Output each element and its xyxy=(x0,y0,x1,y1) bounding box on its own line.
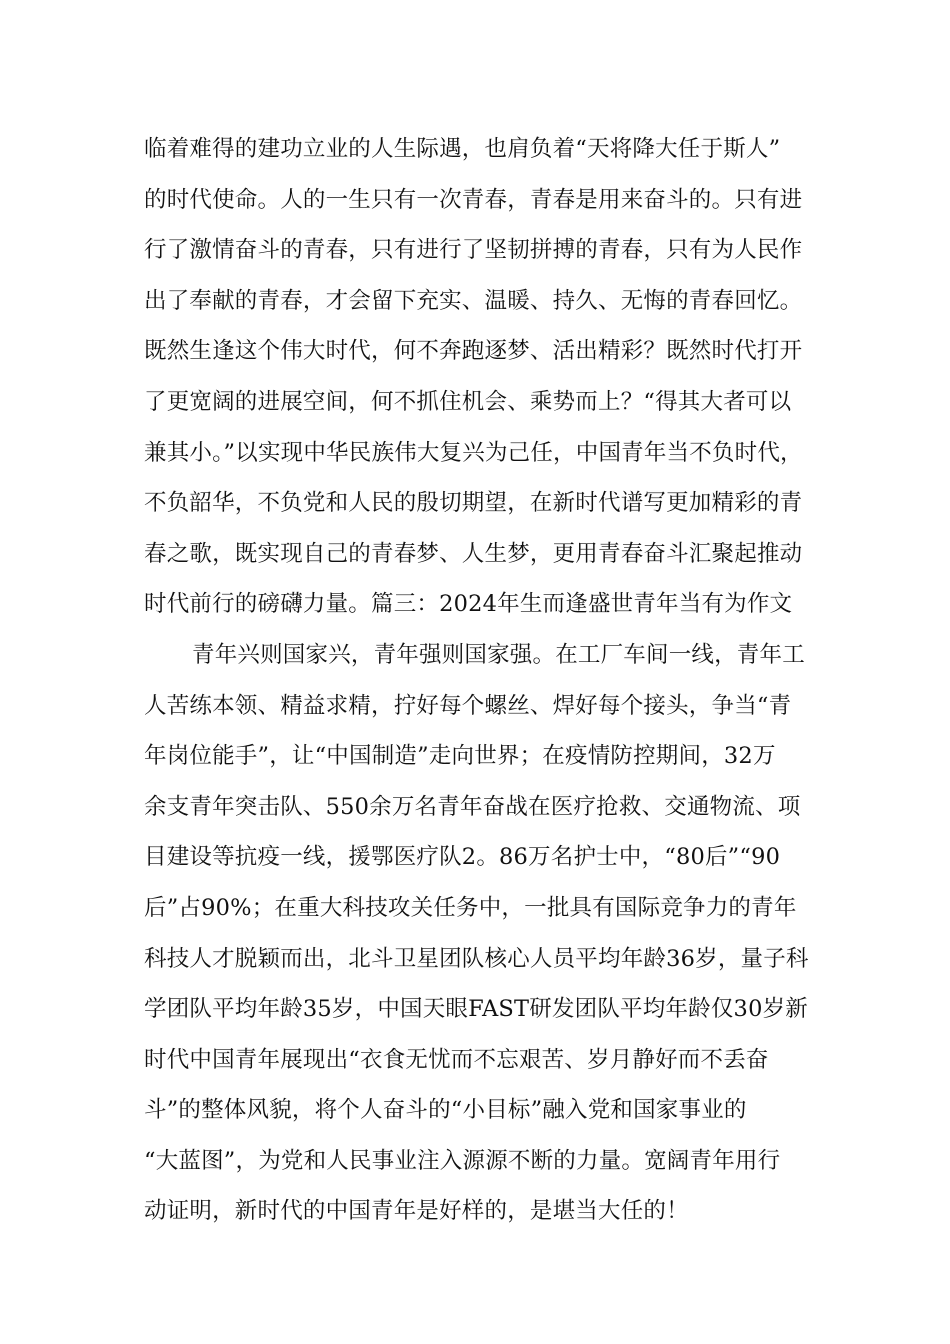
text-line: 动证明，新时代的中国青年是好样的，是堪当大任的！ xyxy=(144,1198,689,1225)
text-line: 了更宽阔的进展空间，何不抓住机会、乘势而上？“得其大者可以 xyxy=(144,388,792,415)
text-line: 科技人才脱颖而出，北斗卫星团队核心人员平均年龄36岁，量子科 xyxy=(144,945,809,972)
text-line: 时代前行的磅礴力量。篇三：2024年生而逢盛世青年当有为作文 xyxy=(144,591,793,618)
text-line: 后”占90%；在重大科技攻关任务中，一批具有国际竞争力的青年 xyxy=(144,894,797,921)
text-line: 临着难得的建功立业的人生际遇，也肩负着“天将降大任于斯人” xyxy=(144,136,781,162)
text-line: 目建设等抗疫一线，援鄂医疗队2。86万名护士中，“80后”“90 xyxy=(144,844,781,871)
text-line: 余支青年突击队、550余万名青年奋战在医疗抢救、交通物流、项 xyxy=(144,793,801,820)
text-line: 行了激情奋斗的青春，只有进行了坚韧拼搏的青春，只有为人民作 xyxy=(144,237,803,264)
body-text xyxy=(144,124,824,1237)
text-line: 学团队平均年龄35岁，中国天眼FAST研发团队平均年龄仅30岁新 xyxy=(144,996,808,1023)
text-line: 春之歌，既实现自己的青春梦、人生梦，更用青春奋斗汇聚起推动 xyxy=(144,540,803,567)
text-line: 既然生逢这个伟大时代，何不奔跑逐梦、活出精彩？既然时代打开 xyxy=(144,338,803,365)
text-line: 兼其小。”以实现中华民族伟大复兴为己任，中国青年当不负时代， xyxy=(144,439,803,466)
text-line: 出了奉献的青春，才会留下充实、温暖、持久、无悔的青春回忆。 xyxy=(144,287,803,314)
text-line: 的时代使命。人的一生只有一次青春，青春是用来奋斗的。只有进 xyxy=(144,186,803,213)
text-line: 不负韶华，不负党和人民的殷切期望，在新时代谱写更加精彩的青 xyxy=(144,490,803,517)
text-line: 斗”的整体风貌，将个人奋斗的“小目标”融入党和国家事业的 xyxy=(144,1097,747,1124)
paragraph-first-line: 青年兴则国家兴，青年强则国家强。在工厂车间一线，青年工 xyxy=(192,641,805,668)
text-line: 人苦练本领、精益求精，拧好每个螺丝、焊好每个接头，争当“青 xyxy=(144,692,792,719)
text-line: 时代中国青年展现出“衣食无忧而不忘艰苦、岁月静好而不丢奋 xyxy=(144,1046,769,1073)
text-line: 年岗位能手”，让“中国制造”走向世界；在疫情防控期间，32万 xyxy=(144,743,776,770)
text-line: “大蓝图”，为党和人民事业注入源源不断的力量。宽阔青年用行 xyxy=(144,1147,781,1174)
